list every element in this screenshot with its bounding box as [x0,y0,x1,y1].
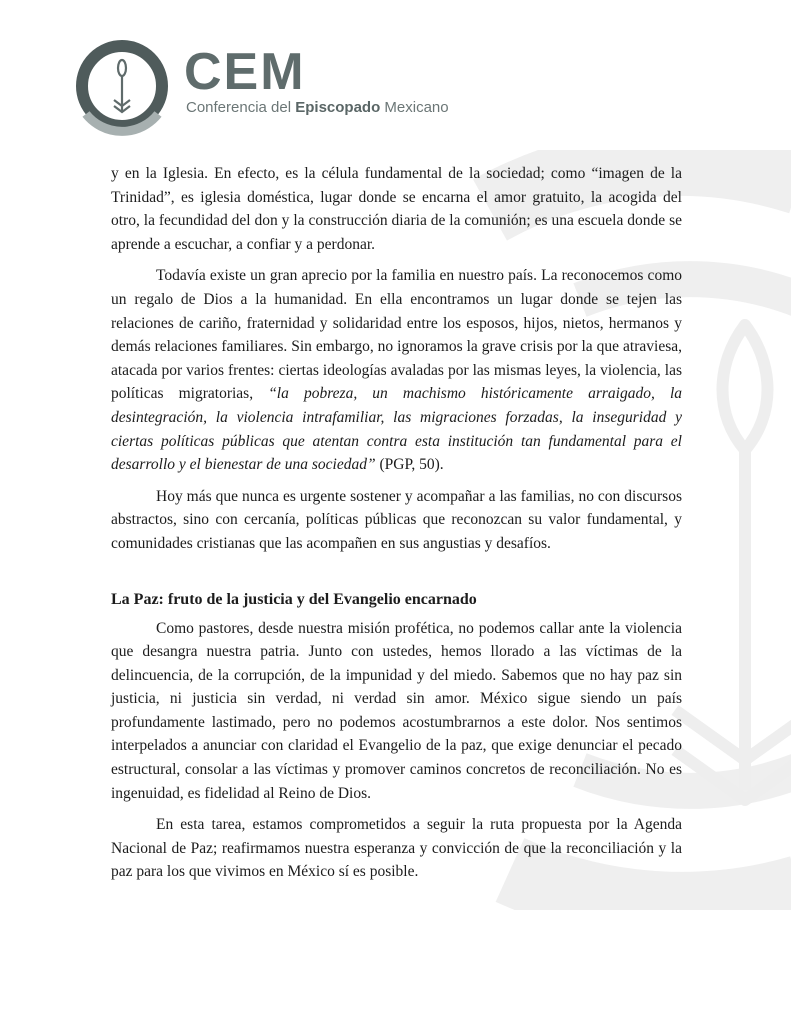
logo-title: CEM [184,43,306,101]
logo-subtitle-bold: Episcopado [295,99,381,116]
cem-logo-icon [72,36,172,136]
logo-subtitle [186,99,449,116]
paragraph-5: En esta tarea, estamos comprometidos a seguir la ruta propuesta por la Agenda Nacional de Paz; reafirmamos nuestra esperanza y convicción de que la reconciliación y la paz para los que vivimos en México sí es posible. [111,816,682,881]
paragraph-2-reference: (PGP, 50). [375,456,444,474]
paragraph-2-quote: “la pobreza, un machismo históricamente arraigado, la desintegración, la violencia intrafamiliar, las migraciones forzadas, la inseguridad y ciertas políticas públicas que atentan contra esta institución tan fundamental para el desarrollo y el bienestar de una sociedad” [111,385,682,474]
paragraph-4: Como pastores, desde nuestra misión profética, no podemos callar ante la violencia que desangra nuestra patria. Junto con ustedes, hemos llorado a las víctimas de la delincuencia, de la corrupción, de la impunidad y del miedo. Sabemos que no hay paz sin justicia, ni justicia sin verdad, ni verdad sin amor. México sigue siendo un país profundamente lastimado, pero no podemos acostumbrarnos a este dolor. Nos sentimos interpelados a anunciar con claridad el Evangelio de la paz, que exige denunciar el pecado estructural, consolar a las víctimas y promover caminos concretos de reconciliación. No es ingenuidad, es fidelidad al Reino de Dios. [111,619,682,802]
logo-subtitle-post: Mexicano [380,99,449,116]
section-heading: La Paz: fruto de la justicia y del Evangelio encarnado [111,590,477,608]
paragraph-1: y en la Iglesia. En efecto, es la célula fundamental de la sociedad; como “imagen de la Trinidad”, es iglesia doméstica, lugar donde se encarna el amor gratuito, la acogida del otro, la fecundidad del don y la construcción diaria de la comunión; es una escuela donde se aprende a escuchar, a confiar y a perdonar. [111,165,682,253]
paragraph-2-text: Todavía existe un gran aprecio por la familia en nuestro país. La reconocemos como un regalo de Dios a la humanidad. En ella encontramos un lugar donde se tejen las relaciones de cariño, fraternidad y solidaridad entre los esposos, hijos, nietos, hermanos y demás relaciones familiares. Sin embargo, no ignoramos la grave crisis por la que atraviesa, atacada por varios frentes: ciertas ideologías avaladas por las mismas leyes, la violencia, las políticas migratorias, [111,267,682,403]
document-body [111,162,682,892]
paragraph-2 [111,264,682,476]
paragraph-3: Hoy más que nunca es urgente sostener y acompañar a las familias, no con discursos abstractos, sino con cercanía, políticas públicas que reconozcan su valor fundamental, y comunidades cristianas que las acompañen en sus angustias y desafíos. [111,487,682,552]
header [72,36,492,136]
logo-subtitle-pre: Conferencia del [186,99,296,116]
